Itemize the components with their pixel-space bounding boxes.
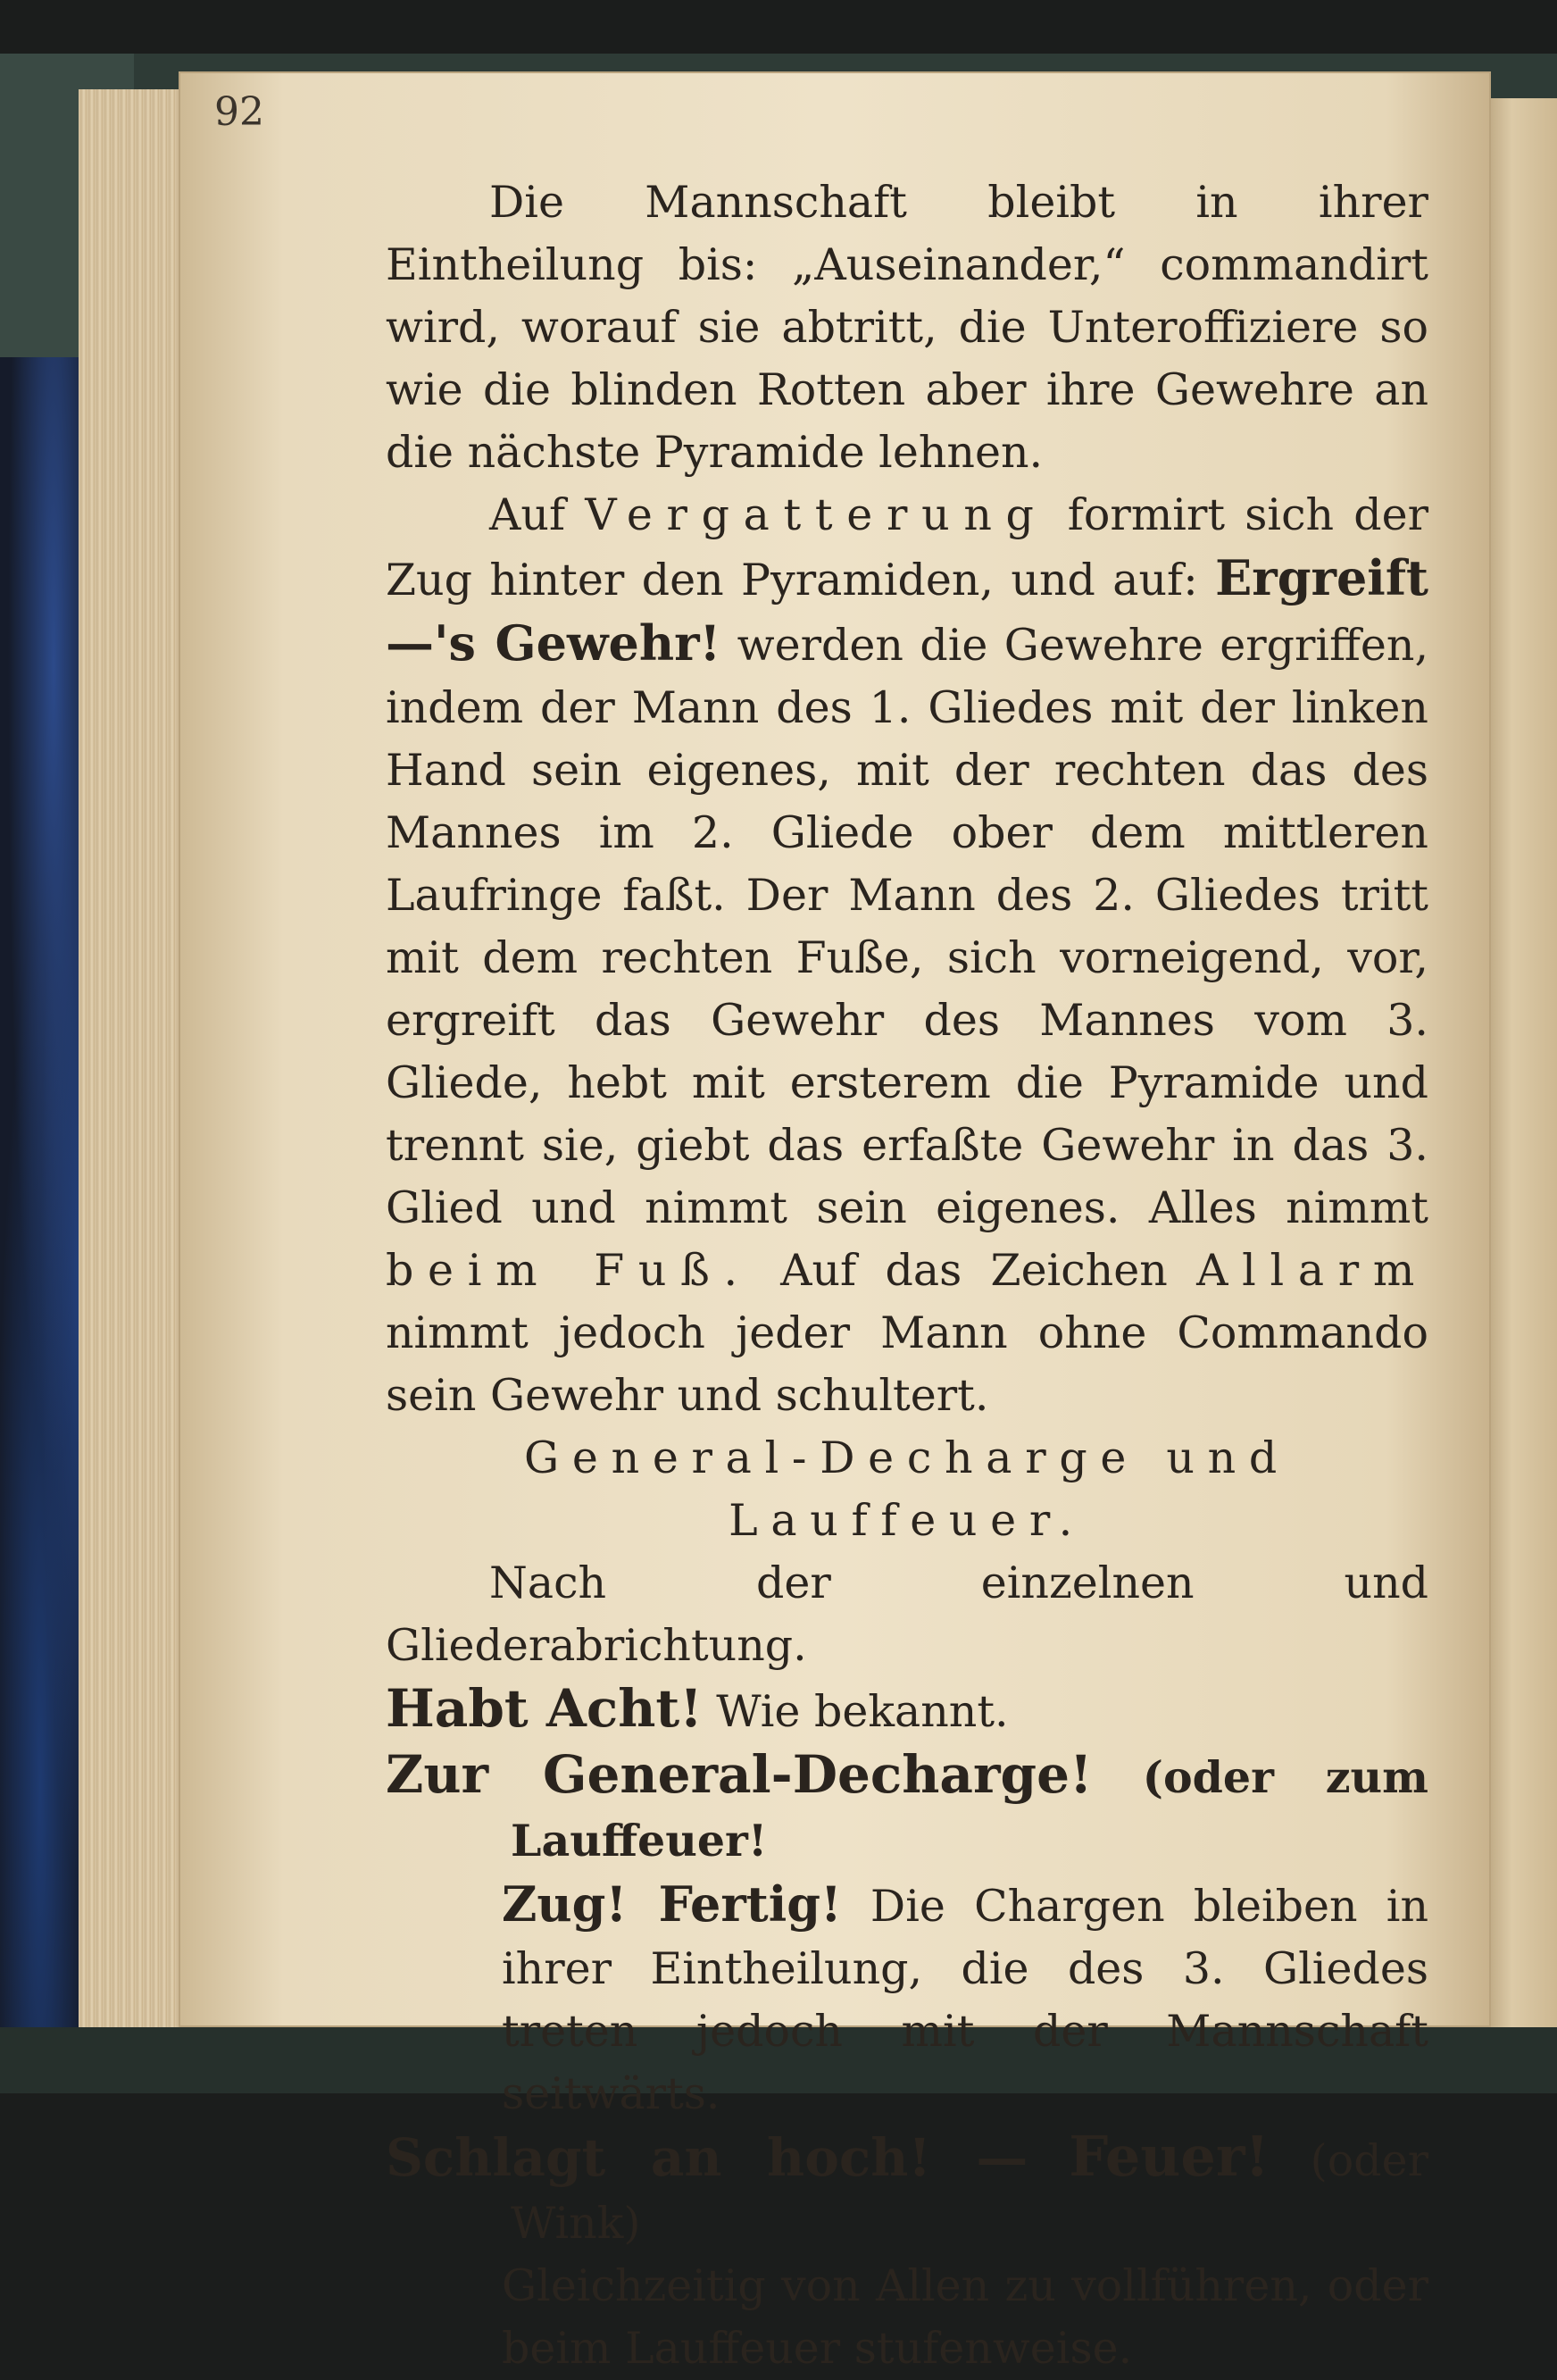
p2-beim-fuss: beim Fuß.: [386, 1245, 752, 1296]
command-4: [386, 2125, 1428, 2255]
command-4-alt: (oder Wink): [511, 2135, 1428, 2249]
command-4-text: Gleichzeitig von Allen zu vollführen, oder beim Lauffeuer stufenweise.: [502, 2260, 1428, 2374]
p2-vergatterung: Vergatterung: [585, 489, 1048, 540]
command-3: [386, 1873, 1428, 2125]
command-4-cmd: Schlagt an hoch! —: [386, 2127, 1028, 2188]
section-heading: General-Decharge und Lauffeuer.: [524, 1432, 1290, 1546]
page-number: 92: [214, 89, 264, 135]
command-2-cmd: Zur General-Decharge!: [386, 1744, 1093, 1805]
page-text: [386, 171, 1428, 2380]
command-1-text: Wie bekannt.: [716, 1686, 1009, 1737]
p2-ergreift: Ergreift—'s Gewehr!: [386, 549, 1428, 672]
p2-a: Auf: [489, 489, 566, 540]
command-3-cmd: Zug! Fertig!: [502, 1875, 842, 1933]
command-1: [386, 1677, 1428, 1743]
paragraph-2: [386, 484, 1428, 1427]
command-3-text: Die Chargen bleiben in ihrer Eintheilung, die des 3. Gliedes treten jedoch mit der Mannschaft seitwärts.: [502, 1881, 1428, 2119]
p2-i: nimmt jedoch jeder Mann ohne Commando sein Gewehr und schultert.: [386, 1307, 1428, 1421]
command-2-alt: (oder zum Lauffeuer!: [511, 1751, 1429, 1866]
page-edges-right: [1482, 98, 1557, 2027]
p2-g: Auf das Zeichen: [780, 1245, 1168, 1296]
paragraph-1: Die Mannschaft bleibt in ihrer Eintheilung bis: „Auseinander,“ commandirt wird, worauf sie abtritt, die Unteroffiziere so wie die blinden Rotten aber ihre Gewehre an die nächste Pyramide lehnen.: [386, 177, 1428, 478]
p2-c: formirt sich der Zug hinter den Pyramiden, und auf:: [386, 489, 1429, 605]
command-1-cmd: Habt Acht!: [386, 1678, 703, 1739]
command-2: [386, 1743, 1428, 1873]
p2-allarm: Allarm: [1196, 1245, 1429, 1296]
command-4-feuer: Feuer!: [1069, 2124, 1270, 2189]
p2-e: werden die Gewehre ergriffen, indem der Mann des 1. Gliedes mit der linken Hand sein eigenes, mit der rechten das des Mannes im 2. Gliede ober dem mittleren Laufringe faßt. Der Mann des 2. Gliedes tritt mit dem rechten Fuße, sich vorneigend, vor, ergreift das Gewehr des Mannes vom 3. Gliede, hebt mit ersterem die Pyramide und trennt sie, giebt das erfaßte Gewehr in das 3. Glied und nimmt sein eigenes. Alles nimmt: [386, 620, 1429, 1233]
subheading: Nach der einzelnen und Gliederabrichtung.: [386, 1557, 1428, 1671]
